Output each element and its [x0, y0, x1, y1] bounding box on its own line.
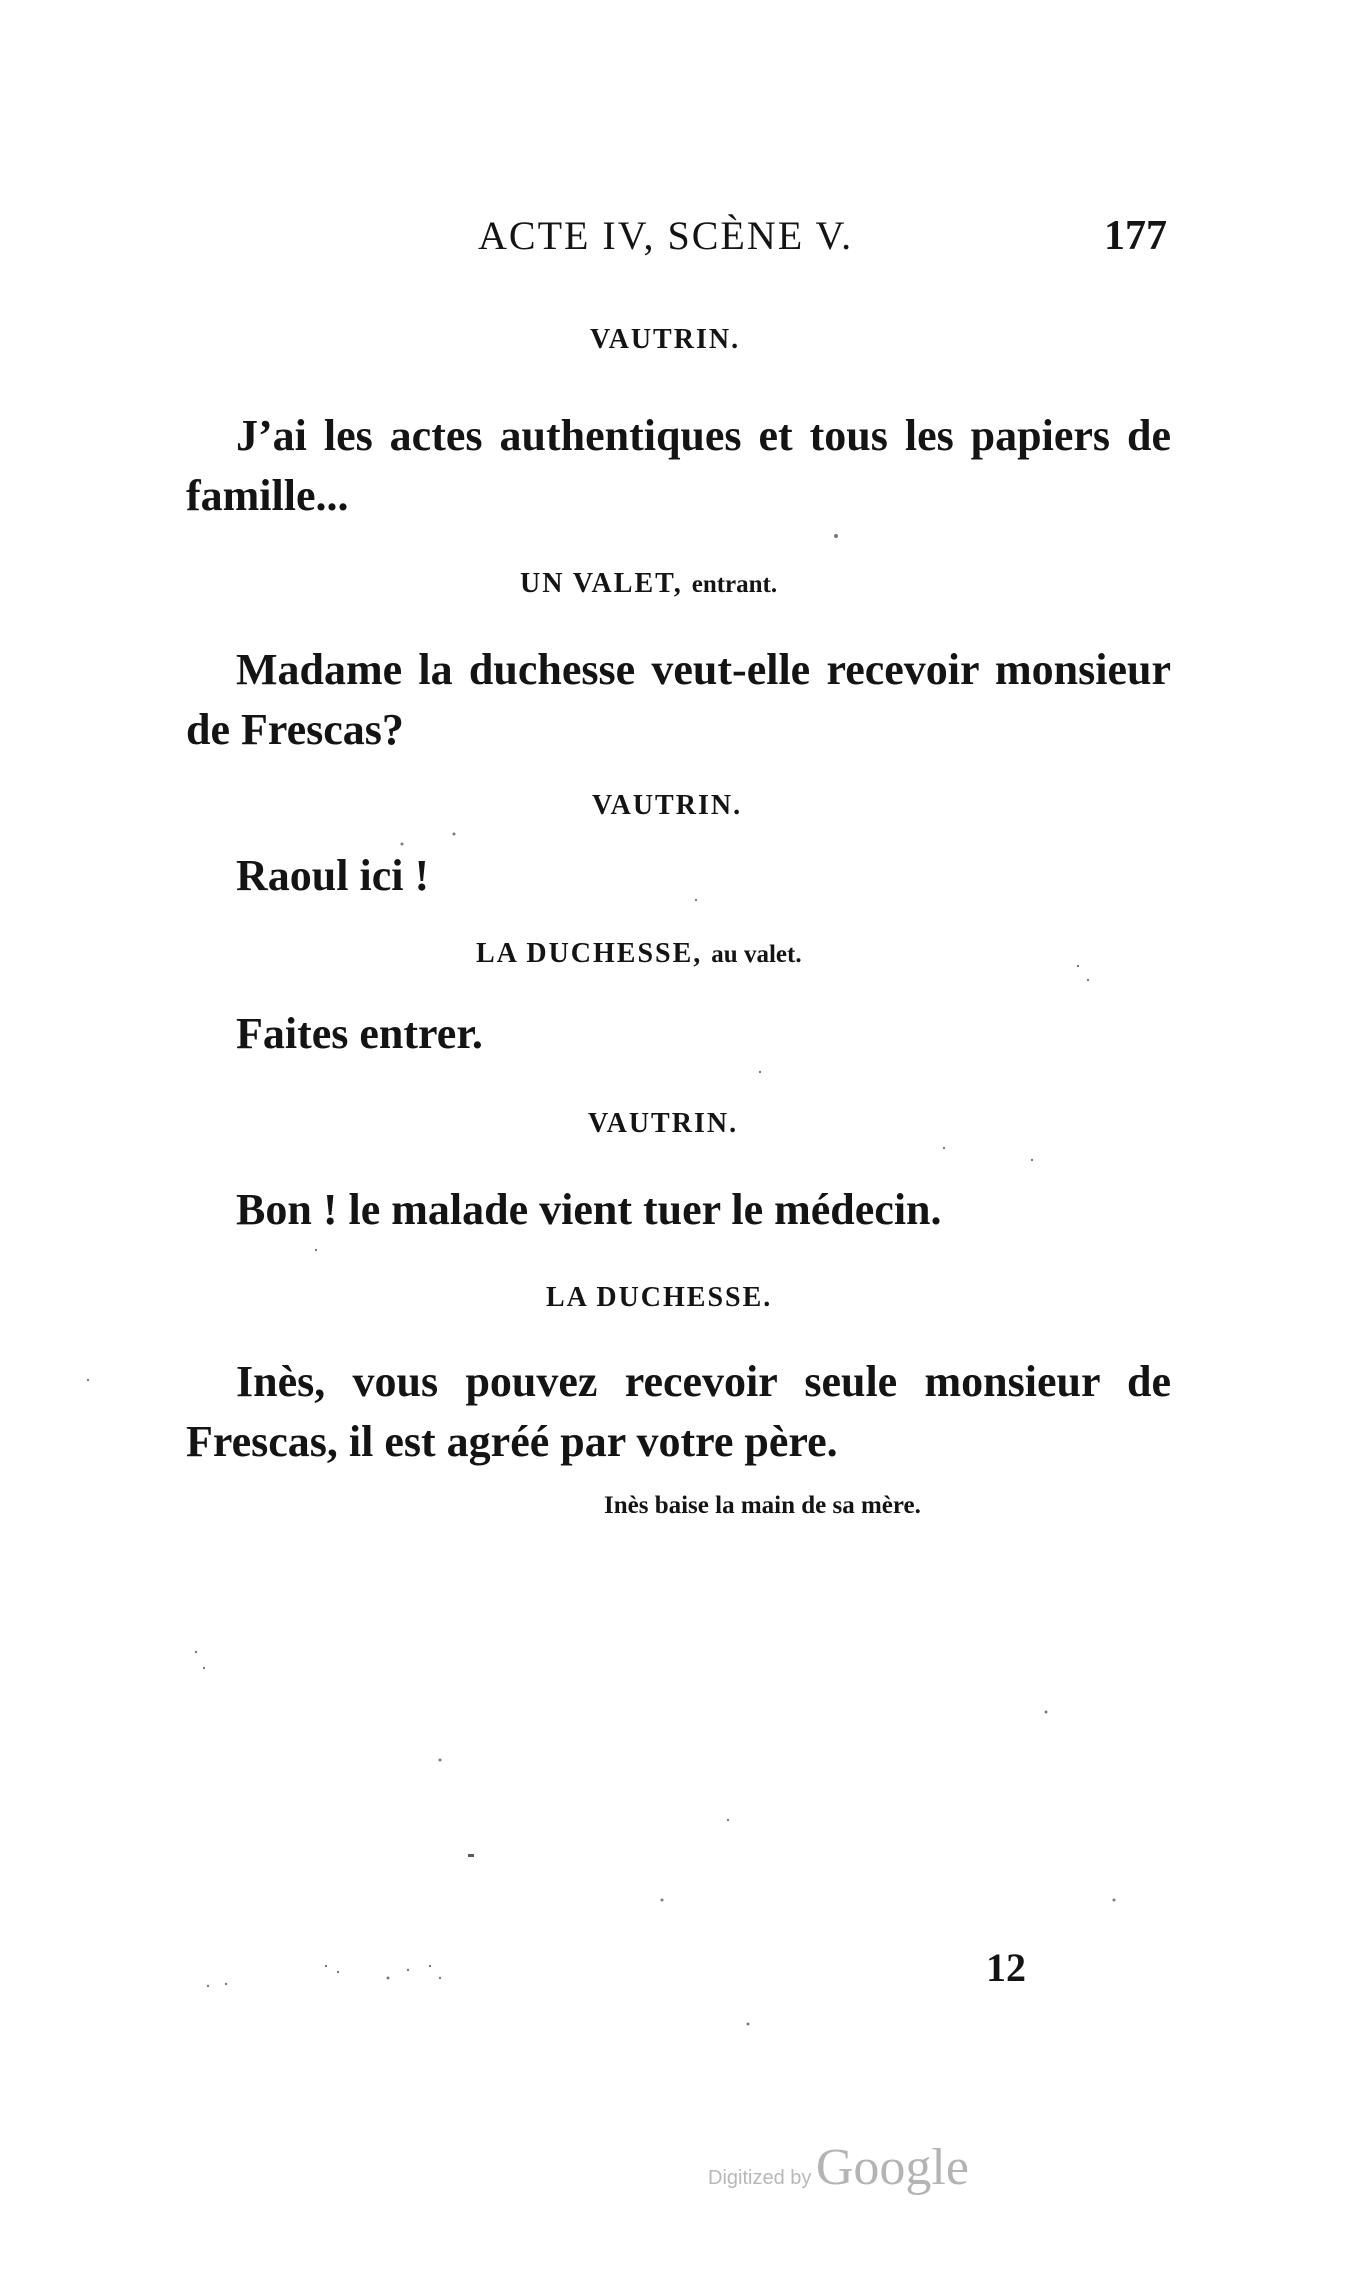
digitized-by-text: Digitized by — [708, 2167, 812, 2189]
speech-text: J’ai les actes authentiques et tous les papiers de famille... — [186, 411, 1171, 520]
page-number: 177 — [1104, 213, 1167, 259]
speaker-name: VAUTRIN. — [588, 1108, 739, 1139]
speaker-name: UN VALET, — [520, 568, 683, 599]
speech-text: Bon ! le malade vient tuer le médecin. — [236, 1185, 942, 1234]
speaker-name: VAUTRIN. — [590, 324, 741, 355]
speech-text: Raoul ici ! — [236, 851, 430, 900]
signature-mark: 12 — [986, 1945, 1026, 1990]
speck-dots — [87, 534, 1116, 2026]
speaker-stage: au valet. — [711, 941, 802, 968]
running-head: ACTE IV, SCÈNE V. — [478, 213, 854, 258]
speck-dash — [468, 1854, 474, 1857]
google-watermark — [708, 2138, 969, 2197]
speaker-stage: entrant. — [691, 571, 778, 598]
speech-text: Faites entrer. — [236, 1009, 483, 1058]
speaker-name: LA DUCHESSE. — [546, 1282, 773, 1313]
speech-text: Madame la duchesse veut-elle recevoir monsieur de Frescas? — [186, 645, 1171, 754]
google-logo-text: Google — [815, 2139, 969, 2196]
speaker-name: LA DUCHESSE, — [476, 938, 703, 969]
speech-text: Inès, vous pouvez recevoir seule monsieur de Frescas, il est agréé par votre père. — [186, 1357, 1171, 1466]
speaker-name: VAUTRIN. — [592, 790, 743, 821]
stage-direction: Inès baise la main de sa mère. — [604, 1492, 921, 1519]
